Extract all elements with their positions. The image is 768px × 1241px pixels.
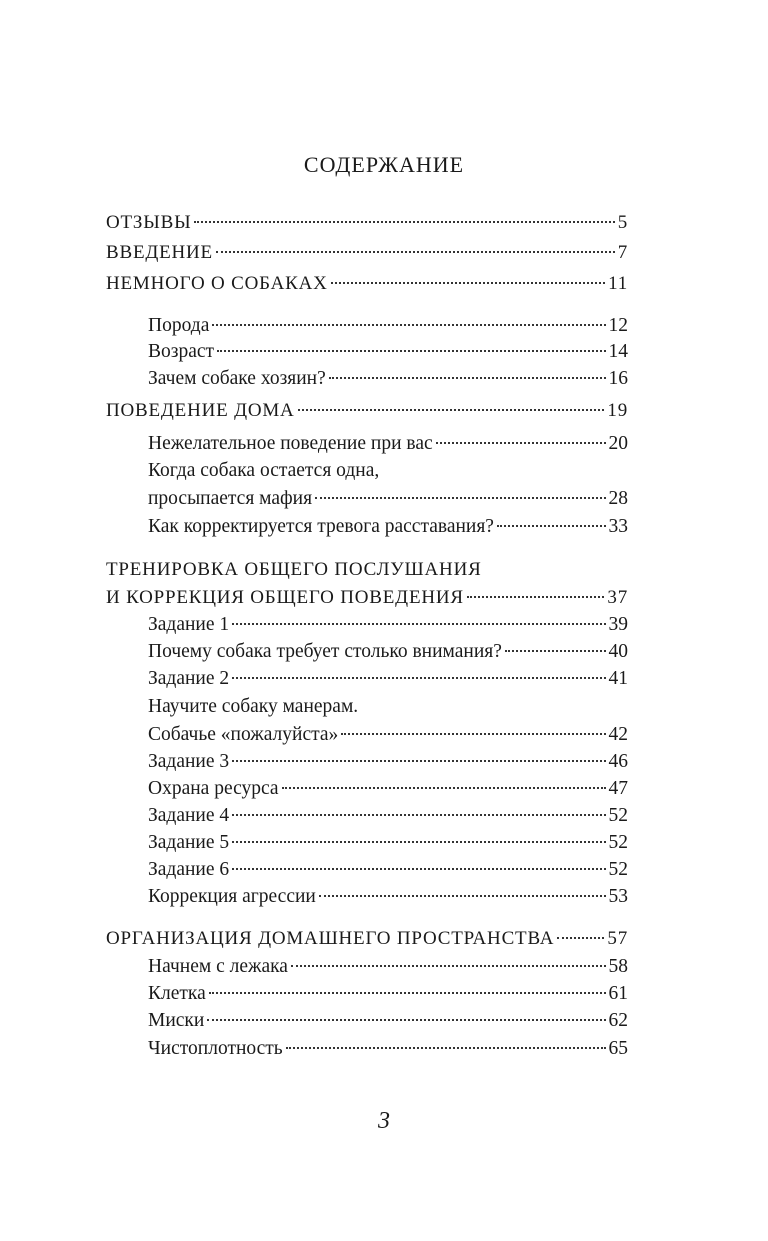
toc-entry-reviews[interactable] — [106, 210, 628, 236]
page-title: СОДЕРЖАНИЕ — [303, 152, 465, 177]
toc-entry-page: 52 — [608, 832, 628, 853]
toc-entry-label: ОРГАНИЗАЦИЯ ДОМАШНЕГО ПРОСТРАНСТВА — [106, 928, 555, 949]
toc-entry-task-2[interactable] — [148, 666, 628, 692]
dot-leader — [207, 1019, 605, 1021]
toc-entry-page: 39 — [608, 614, 628, 635]
toc-entry-label: Порода — [148, 315, 210, 336]
toc-entry-label: Клетка — [148, 983, 206, 1004]
toc-entry-age[interactable] — [148, 339, 628, 365]
dot-leader — [194, 221, 614, 223]
toc-entry-crate[interactable] — [148, 981, 628, 1007]
toc-entry-label: просыпается мафия — [148, 488, 313, 509]
toc-entry-label: Задание 3 — [148, 751, 230, 772]
toc-entry-task-1[interactable] — [148, 612, 628, 638]
toc-entry-page: 52 — [608, 859, 628, 880]
toc-entry-bed[interactable] — [148, 954, 628, 980]
toc-entry-label: Почему собака требует столько внимания? — [148, 641, 502, 662]
toc-entry-label: Зачем собаке хозяин? — [148, 368, 326, 389]
toc-entry-label: Чистоплотность — [148, 1038, 283, 1059]
toc-entry-page: 47 — [608, 778, 628, 799]
toc-entry-page: 52 — [608, 805, 628, 826]
dot-leader — [232, 868, 605, 870]
toc-entry-task-5[interactable] — [148, 830, 628, 856]
toc-entry-label: Нежелательное поведение при вас — [148, 433, 433, 454]
toc-entry-label: И КОРРЕКЦИЯ ОБЩЕГО ПОВЕДЕНИЯ — [106, 587, 464, 608]
toc-entry-label: Миски — [148, 1010, 205, 1031]
toc-entry-page: 7 — [617, 242, 628, 263]
toc-entry-unwanted-behavior[interactable] — [148, 431, 628, 457]
toc-entry-label: Возраст — [148, 341, 215, 362]
toc-entry-resource-guarding[interactable] — [148, 776, 628, 802]
toc-entry-page: 61 — [608, 983, 628, 1004]
dot-leader — [232, 760, 605, 762]
toc-entry-page: 14 — [608, 341, 628, 362]
toc-entry-page: 46 — [608, 751, 628, 772]
toc-entry-label: ОТЗЫВЫ — [106, 212, 192, 233]
dot-leader — [216, 251, 615, 253]
dot-leader — [505, 650, 606, 652]
dot-leader — [319, 895, 606, 897]
toc-entry-label: Задание 1 — [148, 614, 230, 635]
toc-entry-page: 19 — [607, 400, 628, 421]
toc-entry-page: 11 — [608, 273, 628, 294]
toc-entry-about-dogs[interactable] — [106, 271, 628, 297]
dot-leader — [291, 965, 606, 967]
toc-entry-label: ПОВЕДЕНИЕ ДОМА — [106, 400, 295, 421]
dot-leader — [329, 377, 606, 379]
dot-leader — [341, 733, 605, 735]
toc-entry-label: Задание 4 — [148, 805, 230, 826]
toc-entry-page: 41 — [608, 668, 628, 689]
dot-leader — [497, 525, 606, 527]
toc-entry-page: 20 — [608, 433, 628, 454]
dot-leader — [232, 623, 605, 625]
toc-entry-task-6[interactable] — [148, 857, 628, 883]
dot-leader — [282, 787, 606, 789]
dot-leader — [557, 937, 604, 939]
toc-entry-page: 58 — [608, 956, 628, 977]
toc-entry-label-line1: Научите собаку манерам. — [148, 696, 359, 717]
toc-entry-page: 12 — [608, 315, 628, 336]
dot-leader — [209, 992, 606, 994]
toc-entry-introduction[interactable] — [106, 240, 628, 266]
toc-entry-page: 5 — [617, 212, 628, 233]
dot-leader — [232, 677, 605, 679]
toc-entry-label: Охрана ресурса — [148, 778, 279, 799]
toc-entry-label: Задание 5 — [148, 832, 230, 853]
toc-entry-page: 37 — [607, 587, 628, 608]
toc-entry-label-line1: Когда собака остается одна, — [148, 460, 380, 481]
toc-entry-page: 65 — [608, 1038, 628, 1059]
dot-leader — [232, 814, 605, 816]
dot-leader — [298, 409, 605, 411]
toc-entry-task-3[interactable] — [148, 749, 628, 775]
toc-entry-page: 62 — [608, 1010, 628, 1031]
toc-entry-cleanliness[interactable] — [148, 1036, 628, 1062]
toc-entry-label: Начнем с лежака — [148, 956, 288, 977]
toc-entry-separation-anxiety[interactable] — [148, 514, 628, 540]
toc-entry-page: 53 — [608, 886, 628, 907]
toc-entry-breed[interactable] — [148, 313, 628, 339]
dot-leader — [217, 350, 605, 352]
toc-entry-label: Задание 2 — [148, 668, 230, 689]
toc-entry-aggression[interactable] — [148, 884, 628, 910]
dot-leader — [436, 442, 606, 444]
toc-entry-obedience-training[interactable] — [106, 585, 628, 611]
toc-entry-page: 42 — [608, 724, 628, 745]
toc-entry-label: Задание 6 — [148, 859, 230, 880]
toc-entry-page: 33 — [608, 516, 628, 537]
toc-entry-manners[interactable] — [148, 722, 628, 748]
toc-entry-page: 57 — [607, 928, 628, 949]
toc-entry-label: ВВЕДЕНИЕ — [106, 242, 213, 263]
toc-entry-mafia[interactable] — [148, 486, 628, 512]
dot-leader — [232, 841, 605, 843]
toc-entry-label: Собачье «пожалуйста» — [148, 724, 339, 745]
toc-entry-attention[interactable] — [148, 639, 628, 665]
dot-leader — [286, 1047, 606, 1049]
toc-entry-label: Как корректируется тревога расставания? — [148, 516, 494, 537]
toc-entry-page: 28 — [608, 488, 628, 509]
dot-leader — [212, 324, 605, 326]
toc-entry-why-owner[interactable] — [148, 366, 628, 392]
toc-entry-page: 40 — [608, 641, 628, 662]
dot-leader — [331, 282, 605, 284]
toc-entry-label: НЕМНОГО О СОБАКАХ — [106, 273, 328, 294]
toc-entry-bowls[interactable] — [148, 1008, 628, 1034]
dot-leader — [315, 497, 605, 499]
toc-entry-page: 16 — [608, 368, 628, 389]
toc-entry-behavior-home[interactable] — [106, 398, 628, 424]
toc-entry-label: Коррекция агрессии — [148, 886, 316, 907]
toc-entry-task-4[interactable] — [148, 803, 628, 829]
page-number: 3 — [378, 1108, 390, 1134]
toc-entry-home-space[interactable] — [106, 926, 628, 952]
dot-leader — [467, 596, 605, 598]
toc-entry-label-line1: ТРЕНИРОВКА ОБЩЕГО ПОСЛУШАНИЯ — [106, 559, 482, 580]
